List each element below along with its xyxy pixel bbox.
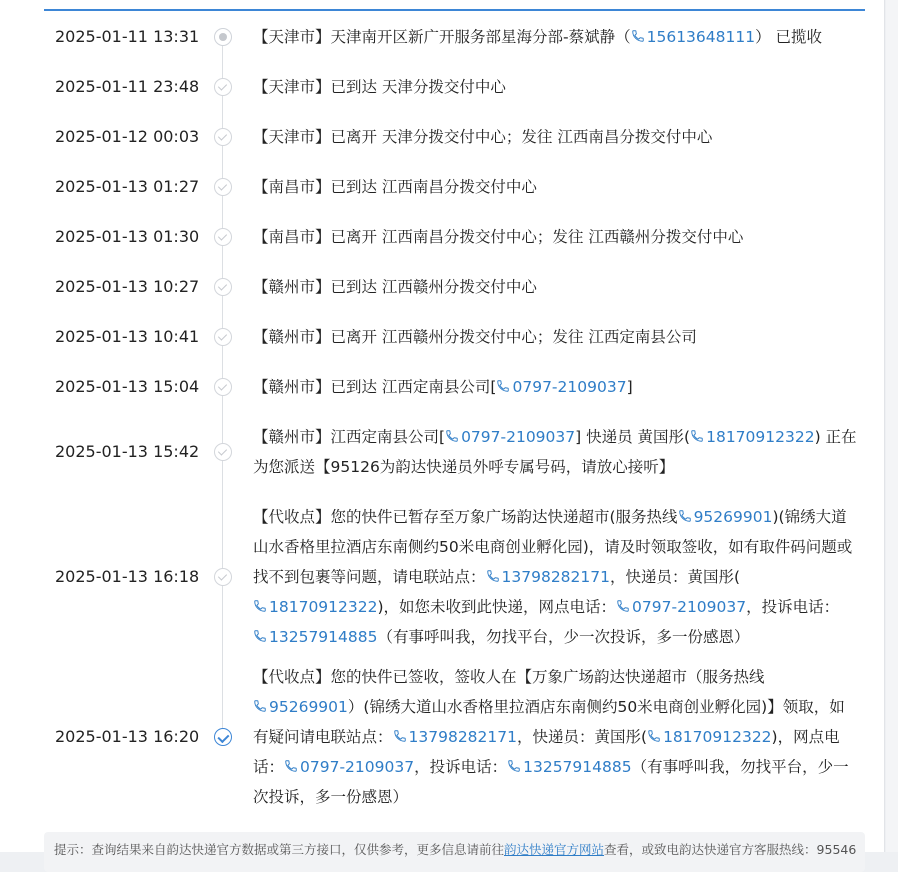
notice-text-after: 查看，或致电韵达快递官方客服热线：95546 <box>604 842 857 857</box>
timeline-row <box>0 492 884 662</box>
check-circle-icon <box>214 378 232 396</box>
record-text: 【天津市】天津南开区新广开服务部星海分部-蔡斌静（ <box>253 28 631 46</box>
check-circle-icon <box>214 328 232 346</box>
phone-number: 0797-2109037 <box>632 598 747 616</box>
phone-icon <box>690 429 704 443</box>
record-text: ) 正在为您派送【95126为韵达快递员外呼专属号码，请放心接听】 <box>253 428 857 476</box>
record-text: （有事呼叫我，勿找平台，少一次投诉，多一份感恩） <box>253 758 849 806</box>
notice-text-before: 提示：查询结果来自韵达快递官方数据或第三方接口，仅供参考，更多信息请前往 <box>54 842 505 857</box>
check-circle-icon <box>214 568 232 586</box>
timeline-row <box>0 62 884 112</box>
phone-number: 13257914885 <box>523 758 632 776</box>
record-time: 2025-01-13 15:04 <box>55 377 200 396</box>
check-circle-icon <box>214 128 232 146</box>
phone-link[interactable] <box>690 428 814 446</box>
phone-number: 18170912322 <box>706 428 815 446</box>
timeline-row <box>0 112 884 162</box>
record-text: ，投诉电话： <box>414 758 508 776</box>
phone-number: 0797-2109037 <box>461 428 576 446</box>
record-description <box>253 422 858 482</box>
record-text: 【赣州市】江西定南县公司[ <box>253 428 446 446</box>
record-description <box>253 372 858 402</box>
phone-link[interactable] <box>253 628 377 646</box>
phone-number: 18170912322 <box>663 728 772 746</box>
official-site-link[interactable]: 韵达快递官方网站 <box>504 842 605 857</box>
phone-link[interactable] <box>496 378 626 396</box>
phone-icon <box>253 699 267 713</box>
phone-number: 15613648111 <box>646 28 756 46</box>
check-circle-icon <box>214 228 232 246</box>
timeline-row <box>0 312 884 362</box>
record-text: 【南昌市】已离开 江西南昌分拨交付中心；发往 江西赣州分拨交付中心 <box>253 228 744 246</box>
record-time: 2025-01-13 15:42 <box>55 442 200 461</box>
timeline-row <box>0 162 884 212</box>
phone-link[interactable] <box>393 728 517 746</box>
phone-link[interactable] <box>678 508 773 526</box>
phone-icon <box>631 29 645 43</box>
record-description <box>253 222 858 252</box>
record-description <box>253 662 858 812</box>
record-text: 【代收点】您的快件已暂存至万象广场韵达快递超市(服务热线 <box>253 508 678 526</box>
record-text: )，如您未收到此快递，网点电话： <box>377 598 617 616</box>
phone-icon <box>616 599 630 613</box>
record-text: 【代收点】您的快件已签收，签收人在【万象广场韵达快递超市（服务热线 <box>253 668 765 686</box>
scrollbar-track[interactable] <box>886 0 898 852</box>
record-text: 【天津市】已离开 天津分拨交付中心；发往 江西南昌分拨交付中心 <box>253 128 713 146</box>
record-time: 2025-01-13 16:20 <box>55 727 200 746</box>
phone-number: 95269901 <box>269 698 348 716</box>
phone-icon <box>253 629 267 643</box>
check-circle-icon <box>214 78 232 96</box>
phone-icon <box>647 729 661 743</box>
phone-link[interactable] <box>486 568 610 586</box>
check-circle-done-icon <box>214 728 232 746</box>
phone-icon <box>284 759 298 773</box>
record-text: )，网点电话： <box>253 728 840 776</box>
record-description <box>253 22 858 52</box>
record-text: 【天津市】已到达 天津分拨交付中心 <box>253 78 506 96</box>
record-text: ）(锦绣大道山水香格里拉酒店东南侧约50米电商创业孵化园)】领取，如有疑问请电联站点： <box>253 698 845 746</box>
phone-icon <box>445 429 459 443</box>
record-text: ] <box>626 378 633 396</box>
phone-number: 13798282171 <box>408 728 517 746</box>
record-time: 2025-01-13 10:27 <box>55 277 200 296</box>
record-text: 【赣州市】已到达 江西赣州分拨交付中心 <box>253 278 537 296</box>
record-description <box>253 322 858 352</box>
record-time: 2025-01-13 01:27 <box>55 177 200 196</box>
record-text: （有事呼叫我，勿找平台，少一次投诉，多一份感恩） <box>377 628 750 646</box>
accent-top-line <box>44 9 865 11</box>
record-description <box>253 172 858 202</box>
phone-icon <box>486 569 500 583</box>
phone-number: 13798282171 <box>501 568 610 586</box>
phone-number: 13257914885 <box>269 628 378 646</box>
record-time: 2025-01-13 01:30 <box>55 227 200 246</box>
timeline-row <box>0 12 884 62</box>
phone-icon <box>678 509 692 523</box>
timeline-row <box>0 412 884 492</box>
phone-icon <box>507 759 521 773</box>
phone-icon <box>496 379 510 393</box>
timeline-row <box>0 362 884 412</box>
timeline-row <box>0 212 884 262</box>
phone-link[interactable] <box>647 728 771 746</box>
phone-link[interactable] <box>616 598 746 616</box>
check-circle-icon <box>214 278 232 296</box>
record-text: 【南昌市】已到达 江西南昌分拨交付中心 <box>253 178 537 196</box>
record-time: 2025-01-13 16:18 <box>55 567 200 586</box>
phone-link[interactable] <box>253 598 377 616</box>
phone-number: 0797-2109037 <box>300 758 415 776</box>
record-text: 【赣州市】已到达 江西定南县公司[ <box>253 378 497 396</box>
timeline-connector <box>222 662 223 737</box>
dot-icon <box>214 28 232 46</box>
phone-link[interactable] <box>507 758 631 776</box>
record-text: ，快递员：黄国彤( <box>517 728 648 746</box>
record-text: 【赣州市】已离开 江西赣州分拨交付中心；发往 江西定南县公司 <box>253 328 697 346</box>
record-description <box>253 502 858 652</box>
phone-link[interactable] <box>445 428 575 446</box>
record-text: )(锦绣大道山水香格里拉酒店东南侧约50米电商创业孵化园)，请及时领取签收，如有取件码问题或找不到包裹等问题，请电联站点： <box>253 508 853 586</box>
check-circle-icon <box>214 443 232 461</box>
phone-number: 95269901 <box>693 508 773 526</box>
record-time: 2025-01-11 13:31 <box>55 27 200 46</box>
record-time: 2025-01-12 00:03 <box>55 127 200 146</box>
record-text: ，快递员：黄国彤( <box>610 568 741 586</box>
phone-link[interactable] <box>631 28 755 46</box>
record-description <box>253 122 858 152</box>
record-text: ，投诉电话： <box>746 598 840 616</box>
check-circle-icon <box>214 178 232 196</box>
timeline-row <box>0 662 884 812</box>
record-text: ] 快递员 黄国彤( <box>575 428 691 446</box>
phone-link[interactable] <box>253 698 348 716</box>
record-time: 2025-01-11 23:48 <box>55 77 200 96</box>
phone-number: 18170912322 <box>269 598 378 616</box>
notice-footer <box>44 832 865 872</box>
phone-icon <box>393 729 407 743</box>
phone-icon <box>253 599 267 613</box>
record-description <box>253 272 858 302</box>
phone-number: 0797-2109037 <box>512 378 627 396</box>
record-text: ） 已揽收 <box>755 28 823 46</box>
record-time: 2025-01-13 10:41 <box>55 327 200 346</box>
phone-link[interactable] <box>284 758 414 776</box>
record-description <box>253 72 858 102</box>
timeline-row <box>0 262 884 312</box>
